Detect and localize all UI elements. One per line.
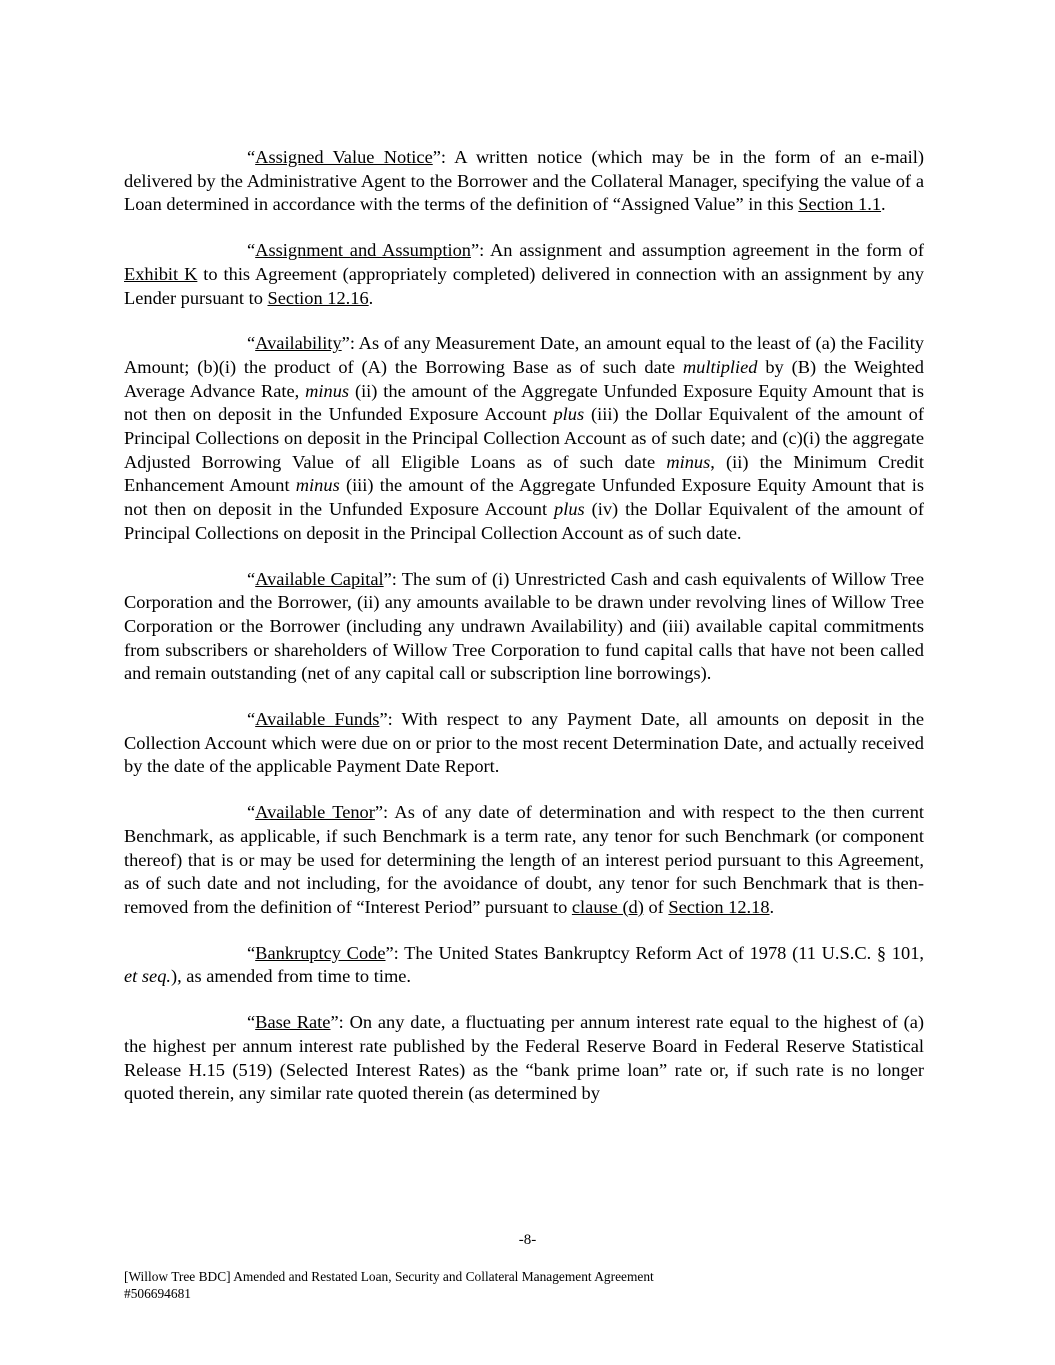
defined-term: Available Capital [255, 568, 384, 589]
definition-availability: “Availability”: As of any Measurement Date, an amount equal to the least of (a) the Facility Amount; (b)(i) the product of (A) the Borrowing Base as of such date multiplied by (B) the Weighted Average Advance Rate, minus (ii) the amount of the Aggregate Unfunded Exposure Equity Amount that is not then on deposit in the Unfunded Exposure Account plus (iii) the Dollar Equivalent of the amount of Principal Collections on deposit in the Principal Collection Account as of such date; and (c)(i) the aggregate Adjusted Borrowing Value of all Eligible Loans as of such date minus, (ii) the Minimum Credit Enhancement Amount minus (iii) the amount of the Aggregate Unfunded Exposure Equity Amount that is not then on deposit in the Unfunded Exposure Account plus (iv) the Dollar Equivalent of the amount of Principal Collections on deposit in the Principal Collection Account as of such date. [124, 333, 925, 543]
emphasis: plus [554, 499, 585, 520]
document-footer [124, 1268, 654, 1302]
clause-reference: clause (d) [571, 896, 644, 917]
exhibit-reference: Exhibit K [124, 263, 198, 284]
section-reference: Section 12.16 [267, 287, 369, 308]
defined-term: Bankruptcy Code [255, 942, 386, 963]
definition-assigned-value-notice: “Assigned Value Notice”: A written notice (which may be in the form of an e-mail) delivered by the Administrative Agent to the Borrower and the Collateral Manager, specifying the value of a Loan determined in accordance with the terms of the definition of “Assigned Value” in this Section 1.1. [124, 147, 924, 215]
defined-term: Assigned Value Notice [255, 147, 433, 167]
section-reference: Section 1.1 [798, 194, 882, 215]
defined-term: Available Funds [255, 709, 380, 730]
emphasis: minus [295, 475, 340, 496]
emphasis: minus [666, 451, 711, 472]
footer-title: [Willow Tree BDC] Amended and Restated Loan, Security and Collateral Management Agreement [124, 1269, 654, 1284]
definition-bankruptcy-code: “Bankruptcy Code”: The United States Bankruptcy Reform Act of 1978 (11 U.S.C. § 101, et seq.), as amended from time to time. [124, 942, 924, 987]
definition-available-tenor: “Available Tenor”: As of any date of determination and with respect to the then current Benchmark, as applicable, if such Benchmark is a term rate, any tenor for such Benchmark (or component thereof) that is or may be used for determining the length of an interest period pursuant to this Agreement, as of such date and not including, for the avoidance of doubt, any tenor for such Benchmark that is then-removed from the definition of “Interest Period” pursuant to clause (d) of Section 12.18. [124, 802, 924, 917]
footer-document-id: #506694681 [124, 1286, 191, 1301]
definition-available-capital: “Available Capital”: The sum of (i) Unrestricted Cash and cash equivalents of Willow Tree Corporation and the Borrower, (ii) any amounts available to be drawn under revolving lines of Willow Tree Corporation or the Borrower (including any undrawn Availability) and (iii) available capital commitments from subscribers or shareholders of Willow Tree Corporation to fund capital calls that have not been called and remain outstanding (net of any capital call or subscription line borrowings). [124, 568, 924, 684]
defined-term: Available Tenor [255, 802, 375, 823]
section-reference: Section 12.18 [668, 896, 770, 917]
emphasis: minus [305, 380, 350, 401]
defined-term: Base Rate [255, 1012, 331, 1033]
emphasis: plus [553, 404, 585, 425]
defined-term: Availability [255, 333, 342, 354]
definition-base-rate: “Base Rate”: On any date, a fluctuating per annum interest rate equal to the highest of (a) the highest per annum interest rate published by the Federal Reserve Board in Federal Reserve Statistical Release H.15 (519) (Selected Interest Rates) as the “bank prime loan” rate or, if such rate is no longer quoted therein, any similar rate quoted therein (as determined by [124, 1012, 924, 1104]
emphasis: et seq. [124, 966, 171, 987]
document-body [124, 146, 924, 1128]
defined-term: Assignment and Assumption [255, 240, 471, 261]
definition-available-funds: “Available Funds”: With respect to any Payment Date, all amounts on deposit in the Collection Account which were due on or prior to the most recent Determination Date, and actually received by the date of the applicable Payment Date Report. [124, 709, 924, 777]
definition-assignment-and-assumption: “Assignment and Assumption”: An assignment and assumption agreement in the form of Exhibit K to this Agreement (appropriately completed) delivered in connection with an assignment by any Lender pursuant to Section 12.16. [124, 240, 924, 308]
page-number: -8- [518, 1232, 537, 1248]
emphasis: multiplied [682, 356, 758, 377]
